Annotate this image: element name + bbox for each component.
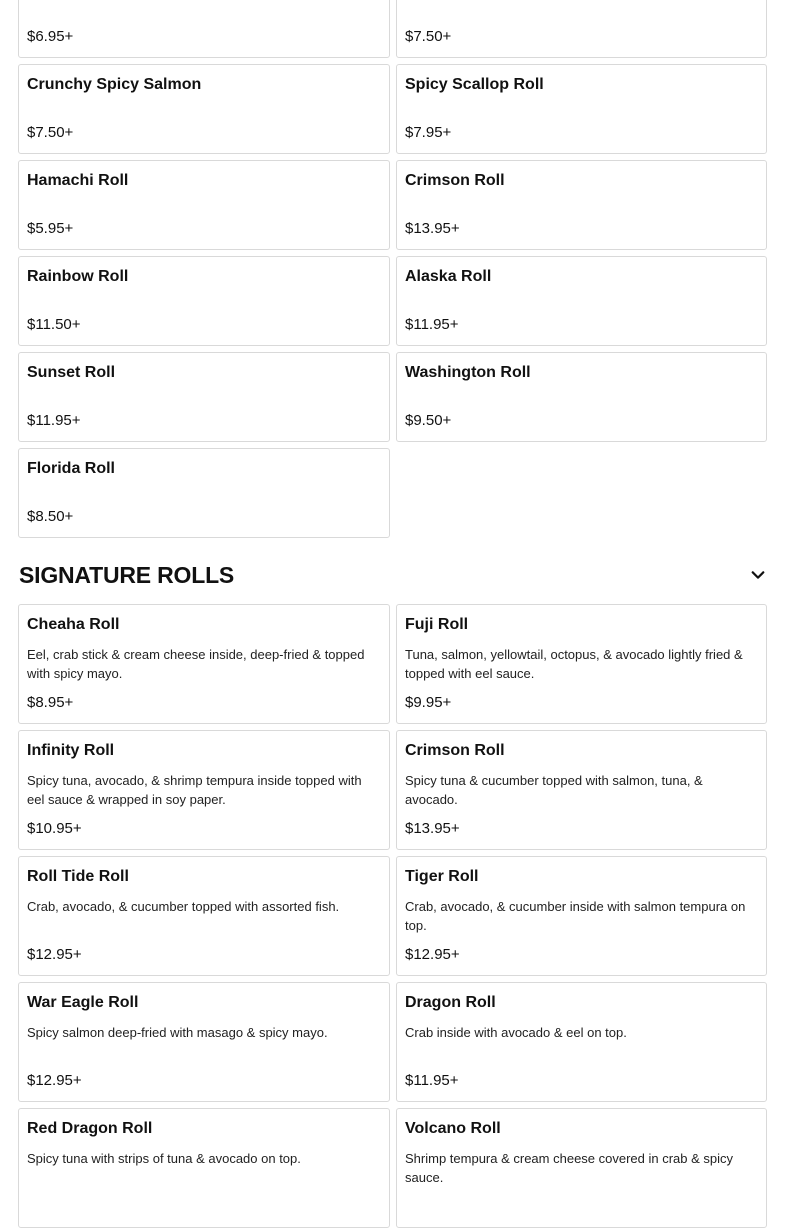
item-price: $11.95+ bbox=[27, 412, 81, 429]
item-description: Crab, avocado, & cucumber topped with assorted fish. bbox=[27, 899, 340, 914]
item-description: Spicy tuna with strips of tuna & avocado on top. bbox=[27, 1151, 301, 1166]
item-name: Red Dragon Roll bbox=[27, 1120, 153, 1137]
item-description: Spicy salmon deep-fried with masago & spicy mayo. bbox=[27, 1025, 328, 1040]
item-name: Crunchy Spicy Salmon bbox=[27, 76, 202, 93]
item-description: Eel, crab stick & cream cheese inside, deep-fried & topped with spicy mayo. bbox=[27, 647, 365, 681]
menu-item-card[interactable] bbox=[18, 160, 390, 250]
chevron-down-icon[interactable] bbox=[749, 566, 767, 584]
item-price: $7.50+ bbox=[27, 124, 74, 141]
item-price: $13.95+ bbox=[405, 220, 460, 237]
item-name: Spicy Scallop Roll bbox=[405, 76, 544, 93]
item-price: $9.50+ bbox=[405, 412, 452, 429]
menu-item-card[interactable] bbox=[396, 64, 767, 154]
menu-item-card[interactable] bbox=[18, 64, 390, 154]
item-description: Crab inside with avocado & eel on top. bbox=[405, 1025, 627, 1040]
item-price: $12.95+ bbox=[405, 946, 460, 963]
item-name: Rainbow Roll bbox=[27, 268, 129, 285]
item-name: Roll Tide Roll bbox=[27, 868, 129, 885]
menu-item-card[interactable] bbox=[396, 256, 767, 346]
item-price: $9.95+ bbox=[405, 694, 452, 711]
menu-item-card[interactable] bbox=[396, 604, 767, 724]
item-name: Volcano Roll bbox=[405, 1120, 501, 1137]
item-name: Washington Roll bbox=[405, 364, 531, 381]
menu-item-card[interactable] bbox=[18, 856, 390, 976]
item-price: $7.95+ bbox=[405, 124, 452, 141]
menu-item-card[interactable] bbox=[18, 256, 390, 346]
menu-item-card[interactable] bbox=[18, 448, 390, 538]
menu-item-card[interactable] bbox=[396, 730, 767, 850]
menu-item-card[interactable] bbox=[18, 982, 390, 1102]
item-price: $5.95+ bbox=[27, 220, 74, 237]
item-description: Tuna, salmon, yellowtail, octopus, & avocado lightly fried & topped with eel sauce. bbox=[405, 647, 743, 681]
item-name: Infinity Roll bbox=[27, 742, 115, 759]
item-price: $11.95+ bbox=[405, 1072, 459, 1089]
signature-rolls-header[interactable] bbox=[19, 560, 767, 590]
item-name: Cheaha Roll bbox=[27, 616, 120, 633]
item-price: $11.50+ bbox=[27, 316, 81, 333]
item-price: $6.95+ bbox=[27, 28, 74, 45]
menu-item-card[interactable] bbox=[396, 982, 767, 1102]
item-price: $12.95+ bbox=[27, 1072, 82, 1089]
menu-item-card[interactable] bbox=[396, 160, 767, 250]
item-price: $13.95+ bbox=[405, 820, 460, 837]
menu-grid-previous-section bbox=[18, 0, 767, 538]
item-description: Spicy tuna, avocado, & shrimp tempura inside topped with eel sauce & wrapped in soy paper. bbox=[27, 773, 362, 807]
item-price bbox=[405, 1209, 758, 1217]
item-name: Hamachi Roll bbox=[27, 172, 129, 189]
item-price: $12.95+ bbox=[27, 946, 82, 963]
item-description: Crab, avocado, & cucumber inside with salmon tempura on top. bbox=[405, 899, 746, 933]
signature-rolls-grid bbox=[18, 604, 767, 1228]
item-name: War Eagle Roll bbox=[27, 994, 139, 1011]
menu-item-card[interactable] bbox=[396, 1108, 767, 1228]
item-price: $8.95+ bbox=[27, 694, 74, 711]
item-name: Sunset Roll bbox=[27, 364, 116, 381]
menu-item-card[interactable] bbox=[18, 730, 390, 850]
item-name: Dragon Roll bbox=[405, 994, 496, 1011]
item-name: Fuji Roll bbox=[405, 616, 469, 633]
item-name: Crimson Roll bbox=[405, 172, 505, 189]
item-price bbox=[27, 1209, 381, 1217]
menu-item-card[interactable] bbox=[18, 0, 390, 58]
item-name: Tiger Roll bbox=[405, 868, 479, 885]
item-price: $7.50+ bbox=[405, 28, 452, 45]
item-name: Florida Roll bbox=[27, 460, 115, 477]
item-description: Spicy tuna & cucumber topped with salmon, tuna, & avocado. bbox=[405, 773, 703, 807]
item-price: $10.95+ bbox=[27, 820, 82, 837]
menu-item-card[interactable] bbox=[18, 604, 390, 724]
menu-item-card[interactable] bbox=[396, 856, 767, 976]
item-description: Shrimp tempura & cream cheese covered in crab & spicy sauce. bbox=[405, 1151, 734, 1185]
item-price: $11.95+ bbox=[405, 316, 459, 333]
menu-item-card[interactable] bbox=[396, 352, 767, 442]
menu-item-card[interactable] bbox=[18, 352, 390, 442]
menu-item-card[interactable] bbox=[18, 1108, 390, 1228]
item-price: $8.50+ bbox=[27, 508, 74, 525]
item-name: Alaska Roll bbox=[405, 268, 492, 285]
menu-item-card[interactable] bbox=[396, 0, 767, 58]
section-title: SIGNATURE ROLLS bbox=[19, 561, 235, 588]
item-name: Crimson Roll bbox=[405, 742, 505, 759]
